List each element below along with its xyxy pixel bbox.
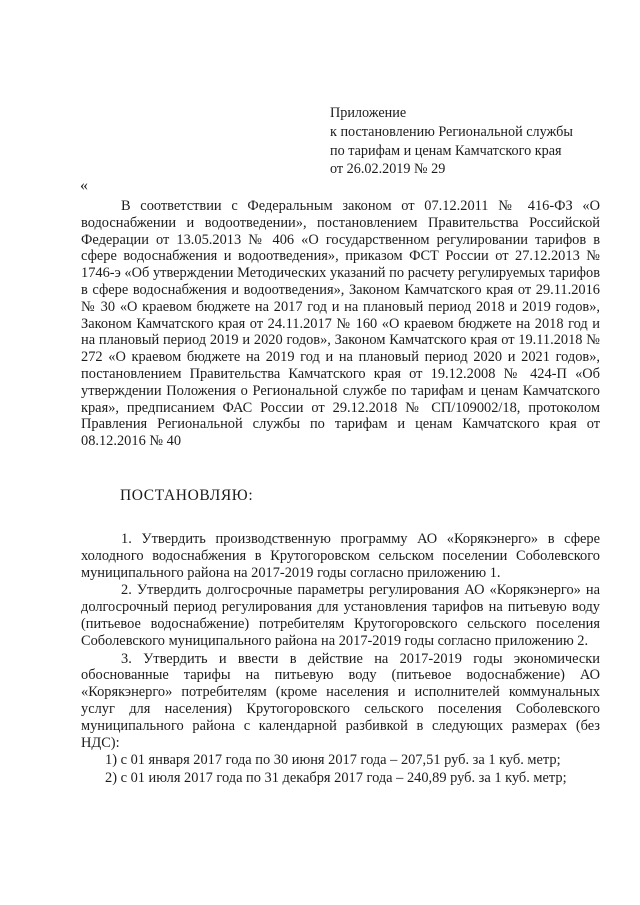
appendix-line: по тарифам и ценам Камчатского края <box>330 142 562 159</box>
tariff-period-1: 1) с 01 января 2017 года по 30 июня 2017 года – 207,51 руб. за 1 куб. метр; <box>105 752 561 769</box>
opening-quote-mark: « <box>80 177 88 194</box>
decree-heading: ПОСТАНОВЛЯЮ: <box>120 487 254 504</box>
appendix-header <box>330 104 610 179</box>
appendix-date: от 26.02.2019 № 29 <box>330 161 446 178</box>
appendix-line: к постановлению Региональной службы <box>330 123 573 140</box>
preamble-paragraph: В соответствии с Федеральным законом от 07.12.2011 № 416-ФЗ «О водоснабжении и водоотведении», постановлением Правительства Российской Федерации от 13.05.2013 № 406 «О государственном регулировании тарифов в сфере водоснабжения и водоотведения», приказом ФСТ России от 27.12.2013 № 1746-э «Об утверждении Методических указаний по расчету регулируемых тарифов в сфере водоснабжения и водоотведения», Законом Камчатского края от 29.11.2016 № 30 «О краевом бюджете на 2017 год и на плановый период 2018 и 2019 годов», Законом Камчатского края от 24.11.2017 № 160 «О краевом бюджете на 2018 год и на плановый период 2019 и 2020 годов», Законом Камчатского края от 19.11.2018 № 272 «О краевом бюджете на 2019 год и на плановый период 2020 и 2021 годов», постановлением Правительства Камчатского края от 19.12.2008 № 424-П «Об утверждении Положения о Региональной службе по тарифам и ценам Камчатского края», предписанием ФАС России от 29.12.2018 № СП/109002/18, протоколом Правления Региональной службы по тарифам и ценам Камчатского края от 08.12.2016 № 40 <box>81 198 600 450</box>
decree-item-1: 1. Утвердить производственную программу АО «Корякэнерго» в сфере холодного водоснабжения в Крутогоровском сельском поселении Соболевского муниципального района на 2017-2019 годы согласно приложению 1. <box>81 531 600 581</box>
appendix-title: Приложение <box>330 105 407 121</box>
decree-item-2: 2. Утвердить долгосрочные параметры регулирования АО «Корякэнерго» на долгосрочный период регулирования для установления тарифов на питьевую воду (питьевое водоснабжение) потребителям Крутогоровского сельского поселения Соболевского муниципального района на 2017-2019 годы согласно приложению 2. <box>81 582 600 649</box>
decree-items <box>81 531 600 788</box>
decree-item-3: 3. Утвердить и ввести в действие на 2017-2019 годы экономически обоснованные тарифы на питьевую воду (питьевое водоснабжение) АО «Корякэнерго» потребителям (кроме населения и исполнителей коммунальных услуг для населения) Крутогоровского сельского поселения Соболевского муниципального района с календарной разбивкой в следующих размерах (без НДС): <box>81 650 600 751</box>
tariff-period-2: 2) с 01 июля 2017 года по 31 декабря 2017 года – 240,89 руб. за 1 куб. метр; <box>105 770 567 787</box>
preamble-block <box>81 198 600 450</box>
